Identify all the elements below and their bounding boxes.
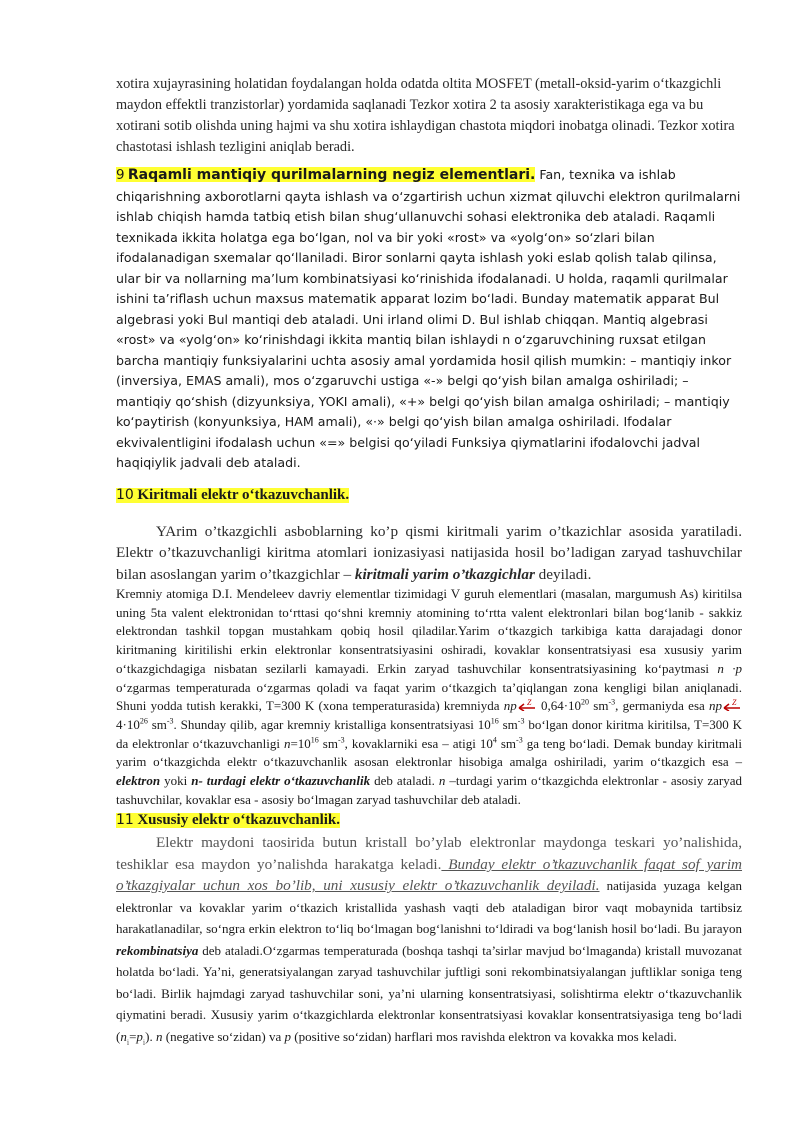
section-9-number: 9 bbox=[116, 168, 125, 183]
section-10-number: 10 bbox=[116, 486, 134, 503]
term-n-turdagi: n- turdagi elektr o‘tkazuvchanlik bbox=[191, 773, 371, 789]
term-rekombinatsiya: rekombinatsiya bbox=[116, 942, 199, 958]
document-page bbox=[116, 74, 742, 1047]
section-10-paragraph-2: Kremniy atomiga D.I. Mendeleev davriy elementlar tizimidagi V guruh elementlari (masalan, margumush As) kiritilsa uning 5ta valent elektronidan to‘rttasi qo‘shni kremniy atomining to‘rtta valent elektronlari bilan bog‘lanib - sakkiz elektrondan tashkil topgan mustahkam qobiq hosil qiladilar.Yarim o‘tkazgich tarkibiga katta darajadagi donor kiritmaning kiritilishi erkin elektronlar konsentratsiyasini oshiradi, kovaklar konsentratsiyasi esa xususiy yarim o‘tkazgichdagiga nisbatan sezilarli kamayadi. Erkin zaryad tashuvchilar konsentratsiyasining ko‘paytmasi n ·p o‘zgarmas temperaturada o‘zgarmas qoladi va faqat yarim o‘tkazgich ta’qiqlangan zona kengligi bilan aniqlanadi. Shuni yodda tutish kerakki, T=300 K (xona temperaturasida) kremniyda np Z $0,64\cdot 10^{20}$ $sm^{-3}$, germaniyda esa np Z $4\cdot 10^{26}$ $sm^{-3}$. Shunday qilib, agar kremniy kristalliga konsentratsiyasi $10^{16}$ $sm^{-3}$ bo‘lgan donor kiritma kiritilsa, T=300 K da elektronlar o‘tkazuvchanligi $n=10^{16}$ $sm^{-3}$, kovaklarniki esa – atigi $10^4$ $sm^{-3}$ ga teng bo‘ladi. Demak bunday kiritmali yarim o‘tkazgichda elektr o‘tkazuvchanlik asosan elektronlar hisobiga amalga oshiriladi, yarim o‘tkazgich esa – elektron yoki n- turdagi elektr o‘tkazuvchanlik deb ataladi. n –turdagi yarim o‘tkazgichda elektronlar - asosiy zaryad tashuvchilar, kovaklar esa - asosiy bo‘lmagan zaryad tashuvchilar deb ataladi. bbox=[116, 586, 743, 807]
section-10-heading bbox=[116, 484, 742, 507]
section-9-heading-highlight bbox=[116, 167, 535, 182]
section-11-heading bbox=[116, 810, 742, 831]
term-kiritmali: kiritmali yarim o’tkazgichlar bbox=[354, 565, 535, 583]
section-11-title: Xususiy elektr o‘tkazuvchanlik. bbox=[137, 812, 340, 829]
intro-paragraph: xotira xujayrasining holatidan foydalangan holda odatda oltita MOSFET (metall-oksid-yarim o‘tkazgichli maydon effektli tranzistorlar) yordamida saqlanadi Tezkor xotira 2 ta asosiy xarakteristikaga ega va bu xotirani sotib olishda uning hajmi va shu xotira ishlaydigan chastota miqdori inobatga olinadi. Tezkor xotira chastotasi ishlash tezligini aniqlab beradi. bbox=[116, 76, 735, 155]
section-11-heading-highlight bbox=[116, 813, 340, 828]
section-10-heading-highlight bbox=[116, 488, 349, 503]
section-10-title: Kiritmali elektr o‘tkazuvchanlik. bbox=[137, 486, 350, 503]
section-11-number: 11 bbox=[116, 812, 134, 829]
section-10-paragraph-1: YArim o’tkazgichli asboblarning ko’p qismi kiritmali yarim o’tkazichlar asosida yaratiladi. Elektr o’tkazuvchanligi kiritma atomlari ionizasiyasi natijasida hosil bo’ladigan zaryad tashuvchilar bilan asoslangan yarim o’tkazgichlar – kiritmali yarim o’tkazgichlar deyiladi. bbox=[116, 522, 742, 583]
section-11-paragraph-1: Elektr maydoni taosirida butun kristall bo’ylab elektronlar maydonga teskari yo’nalishida, teshiklar esa maydon yo’nalishda harakatga keladi. Bunday elektr o’tkazuvchanlik faqat sof yarim o’tkazgiyalar uchun xos bo’lib, uni xususiy elektr o’tkazuvchanlik deyiladi. natijasida yuzaga kelgan elektronlar va kovaklar yarim o‘tkazich kristallida yashash vaqti deb ataladigan biror vaqt mobaynida tartibsiz harakatlanadilar, so‘ngra erkin elektron to‘liq bo‘lmagan bog‘lanishni to‘ldiradi va bog‘lanish hosil bo‘ladi. Bu jarayon rekombinatsiya deb ataladi.O‘zgarmas temperaturada (boshqa tashqi ta’sirlar mavjud bo‘lmaganda) kristall muvozanat holatda bo‘ladi. Ya’ni, generatsiyalangan zaryad tashuvchilar juftligi soni rekombinatsiyalangan juftliklar soniga teng bo‘ladi. Birlik hajmdagi zaryad tashuvchilar soni, ya’ni ularning konsentratsiyasi, solishtirma elektr o‘tkazuvchanlik qiymatini beradi. Xususiy yarim o‘tkazgichlarda elektronlar konsentratsiyasi kovaklar konsentratsiyasiga teng bo‘ladi $(n_i=p_i)$. n (negative so‘zidan) va p (positive so‘zidan) harflari mos ravishda elektron va kovakka mos keladi. bbox=[116, 834, 743, 1047]
underlined-definition: Bunday elektr o’tkazuvchanlik faqat sof yarim o’tkazgiyalar uchun xos bo’lib, uni xususiy elektr o’tkazuvchanlik deyiladi. bbox=[116, 855, 743, 895]
section-9-title: Raqamli mantiqiy qurilmalarning negiz elementlari. bbox=[127, 167, 536, 183]
term-elektron: elektron bbox=[116, 773, 161, 789]
section-9-body: Fan, texnika va ishlab chiqarishning axborotlarni qayta ishlash va o‘zgartirish uchun xizmat qiluvchi elektron qurilmalarni ishlab chiqish hamda tatbiq etish bilan shug‘ullanuvchi sohasi elektronika deb ataladi. Raqamli texnikada ikkita holatga ega bo‘lgan, nol va bir yoki «rost» va «yolg‘on» so‘zlari bilan ifodalanadigan sxemalar qo‘llaniladi. Biror sonlarni qayta ishlash yoki eslab qolish talab qilinsa, ular bir va nollarning ma’lum kombinatsiyasi ko‘rinishida ifodalanadi. U holda, raqamli qurilmalar ishini ta’riflash uchun maxsus matematik apparat lozim bo‘ladi. Bunday matematik apparat Bul algebrasi yoki Bul mantiqi deb ataladi. Uni irland olimi D. Bul ishlab chiqqan. Mantiq algebrasi «rost» va «yolg‘on» ko‘rinishdagi ikkita mantiq bilan ishlaydi n o‘zgaruvchining ruxsat etilgan barcha mantiqiy funksiyalarini uchta asosiy amal yordamida hosil qilish mumkin: – mantiqiy inkor (inversiya, EMAS amali), mos o‘zgaruvchi ustiga «-» belgi qo‘yish bilan amalga oshiriladi; – mantiqiy qo‘shish (dizyunksiya, YOKI amali), «+» belgi qo‘yish bilan amalga oshiriladi; – mantiqiy ko‘paytirish (konyunksiya, HAM amali), «·» belgi qo‘yish bilan amalga oshiriladi. Ifodalar ekvivalentligini ifodalash uchun «=» belgisi qo‘yiladi Funksiya qiymatlarini ifodalovchi jadval haqiqiylik jadvali deb ataladi. bbox=[116, 167, 741, 470]
approx-arrow-icon bbox=[722, 699, 742, 711]
svg-text:Z: Z bbox=[526, 699, 532, 708]
section-9-paragraph bbox=[116, 165, 742, 474]
approx-arrow-icon bbox=[517, 699, 537, 711]
svg-text:Z: Z bbox=[732, 699, 737, 708]
